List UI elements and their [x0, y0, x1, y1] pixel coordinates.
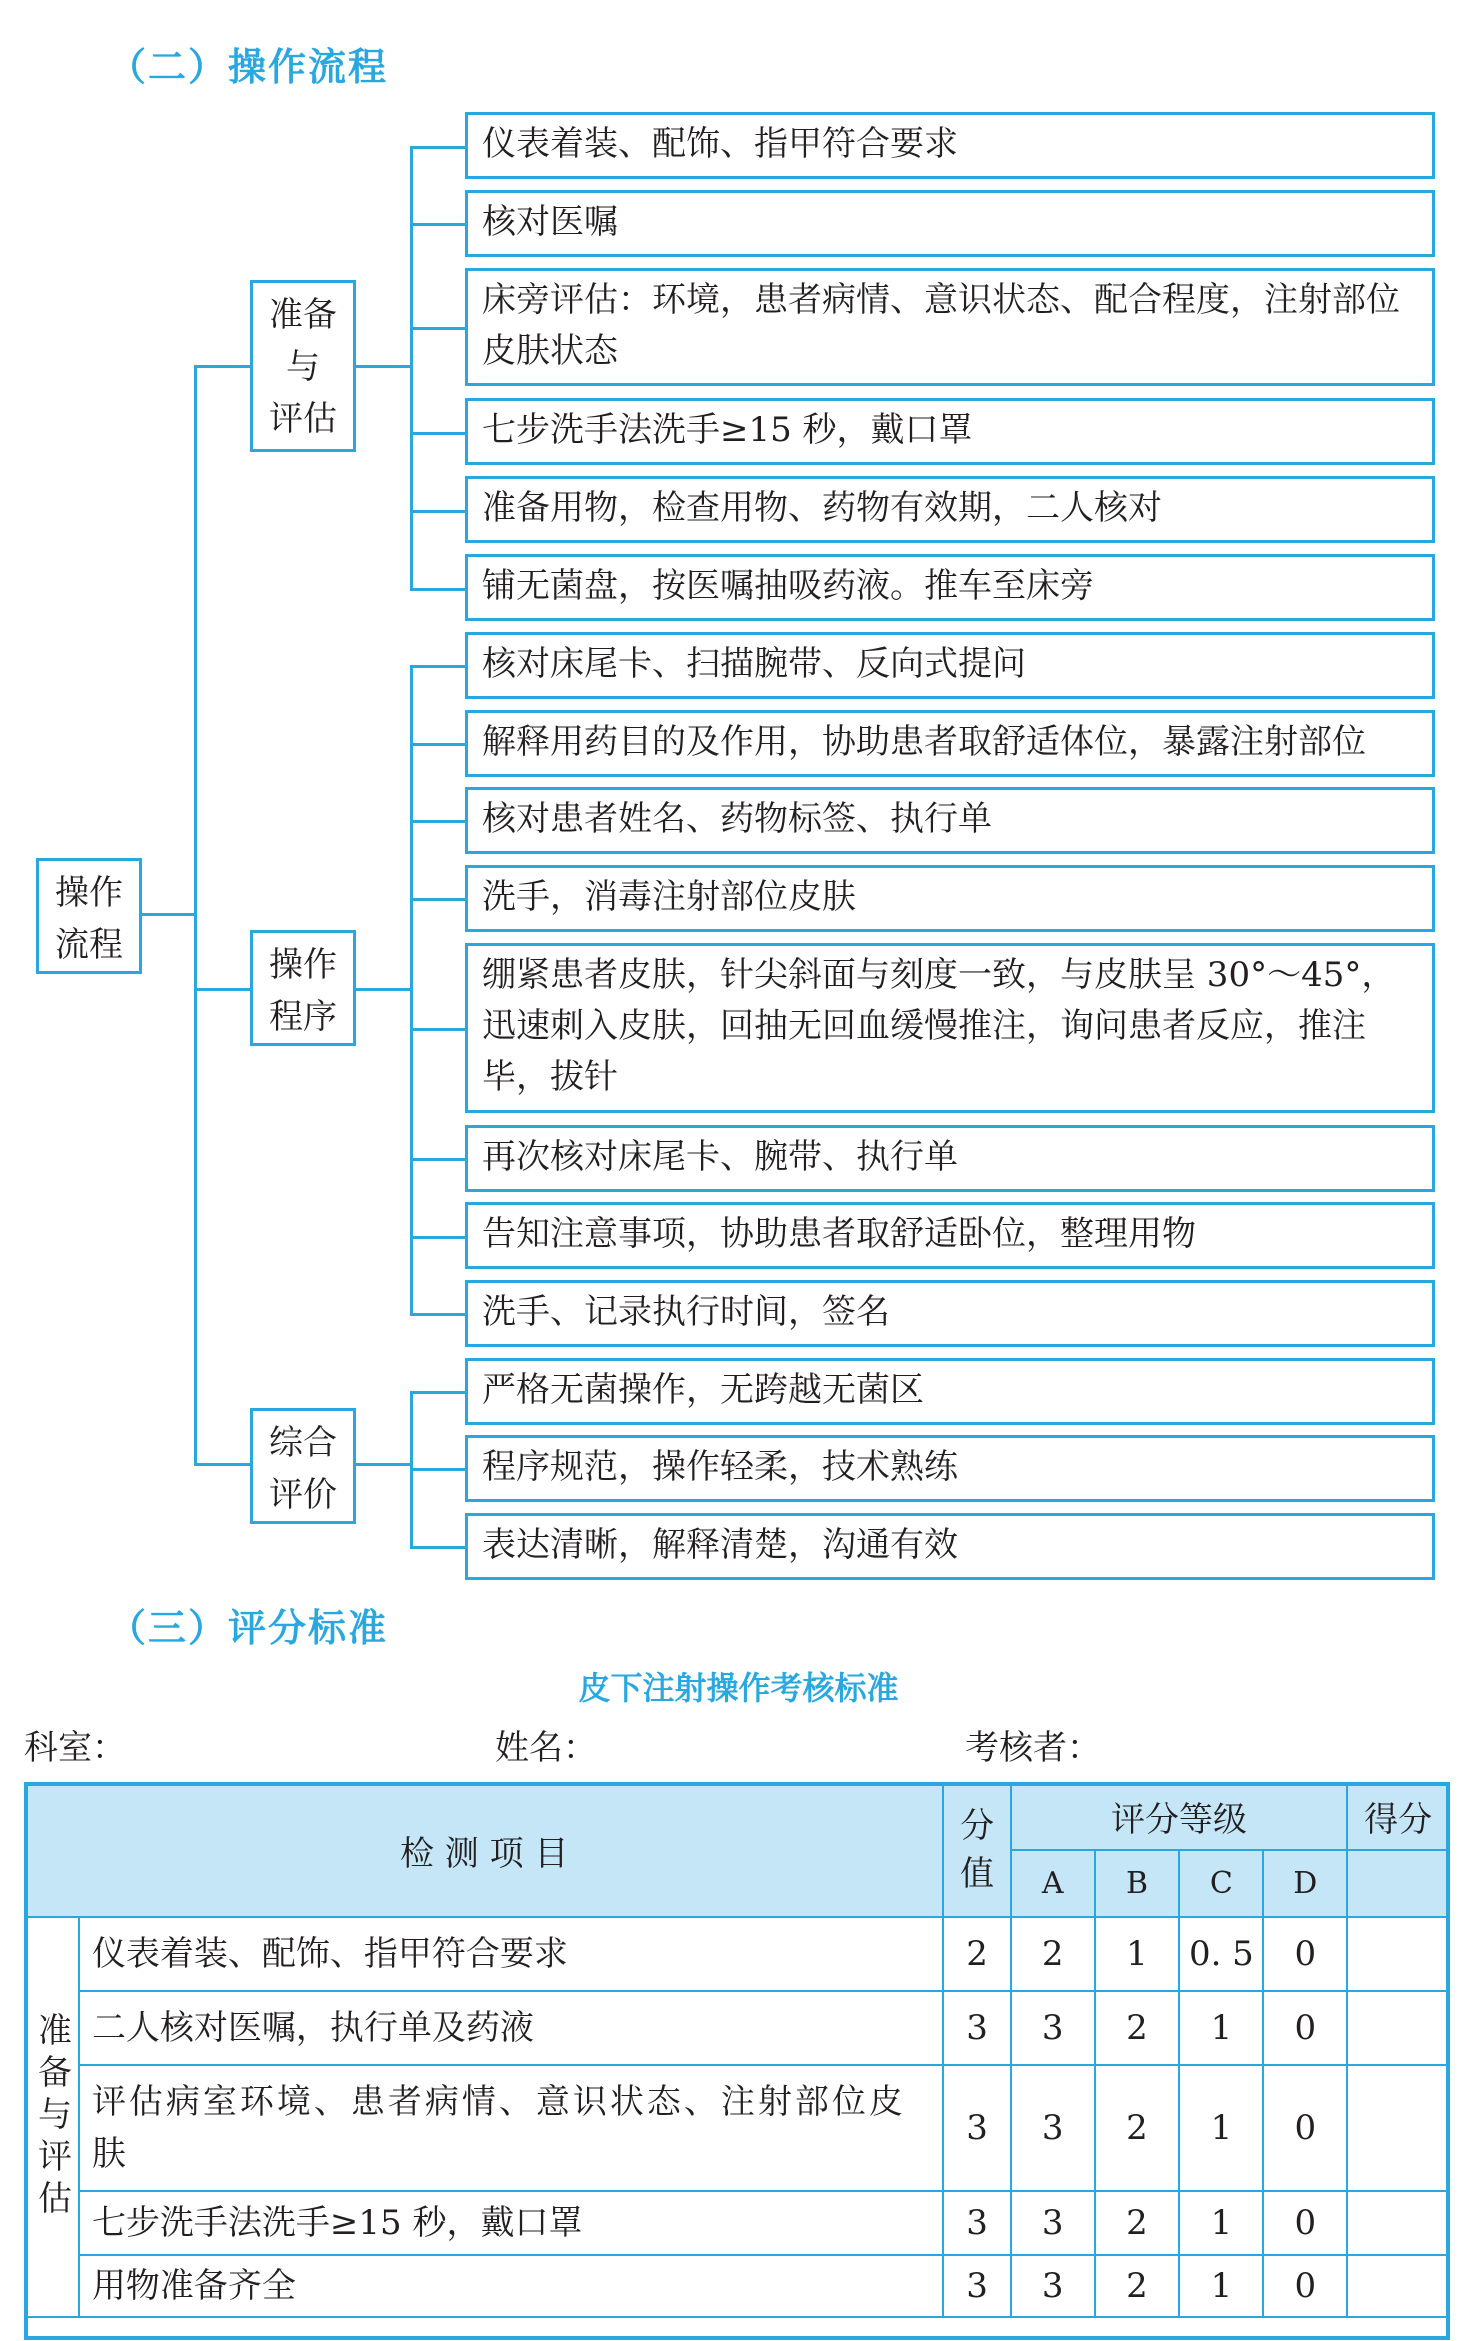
row-c: 1	[1179, 2255, 1263, 2317]
header-grade-c: C	[1179, 1850, 1263, 1917]
flow-group-procedure: 操作 程序	[250, 930, 356, 1046]
table-row	[25, 2255, 1449, 2317]
row-a: 3	[1011, 1991, 1095, 2065]
row-b: 2	[1095, 2065, 1180, 2191]
row-d: 0	[1263, 2191, 1347, 2255]
flow-step: 解释用药目的及作用，协助患者取舒适体位，暴露注射部位	[465, 710, 1435, 777]
flow-step: 核对医嘱	[465, 190, 1435, 257]
header-grade: 评分等级	[1011, 1783, 1348, 1850]
table-row	[25, 2065, 1449, 2191]
header-item: 检 测 项 目	[25, 1783, 943, 1917]
row-c: 1	[1179, 2191, 1263, 2255]
row-points: 3	[943, 2255, 1010, 2317]
flow-step: 严格无菌操作，无跨越无菌区	[465, 1358, 1435, 1425]
row-score[interactable]	[1347, 1917, 1449, 1991]
header-points: 分 值	[943, 1783, 1010, 1917]
section-label-prep: 准备与评估	[25, 1917, 79, 2317]
flow-step: 表达清晰，解释清楚，沟通有效	[465, 1513, 1435, 1580]
table-caption: 皮下注射操作考核标准	[578, 1669, 899, 1707]
row-score[interactable]	[1347, 2065, 1449, 2191]
name-label: 姓名：	[495, 1728, 597, 1768]
scoring-table	[24, 1782, 1450, 2318]
row-points: 3	[943, 2191, 1010, 2255]
row-c: 0. 5	[1179, 1917, 1263, 1991]
row-d: 0	[1263, 1917, 1347, 1991]
row-item: 用物准备齐全	[79, 2255, 943, 2317]
header-score-blank	[1347, 1850, 1449, 1917]
row-c: 1	[1179, 1991, 1263, 2065]
flow-step: 仪表着装、配饰、指甲符合要求	[465, 112, 1435, 179]
row-b: 2	[1095, 2255, 1180, 2317]
flow-group-prep: 准备 与 评估	[250, 280, 356, 452]
header-grade-d: D	[1263, 1850, 1347, 1917]
section-title-scoring: （三）评分标准	[108, 1606, 389, 1650]
row-d: 0	[1263, 2065, 1347, 2191]
row-b: 1	[1095, 1917, 1180, 1991]
row-score[interactable]	[1347, 1991, 1449, 2065]
flow-step: 七步洗手法洗手≥15 秒，戴口罩	[465, 398, 1435, 465]
row-a: 3	[1011, 2255, 1095, 2317]
row-item: 仪表着装、配饰、指甲符合要求	[79, 1917, 943, 1991]
row-b: 2	[1095, 1991, 1180, 2065]
row-score[interactable]	[1347, 2255, 1449, 2317]
dept-label: 科室：	[24, 1728, 126, 1768]
row-a: 2	[1011, 1917, 1095, 1991]
row-a: 3	[1011, 2065, 1095, 2191]
flow-step: 铺无菌盘，按医嘱抽吸药液。推车至床旁	[465, 554, 1435, 621]
row-item: 评估病室环境、患者病情、意识状态、注射部位皮肤	[79, 2065, 943, 2191]
header-grade-b: B	[1095, 1850, 1180, 1917]
table-row	[25, 1917, 1449, 1991]
row-d: 0	[1263, 2255, 1347, 2317]
flow-step: 洗手，消毒注射部位皮肤	[465, 865, 1435, 932]
flow-step: 准备用物，检查用物、药物有效期，二人核对	[465, 476, 1435, 543]
row-points: 3	[943, 2065, 1010, 2191]
flow-step: 绷紧患者皮肤，针尖斜面与刻度一致，与皮肤呈 30°～45°，迅速刺入皮肤，回抽无回血缓慢推注，询问患者反应，推注毕，拔针	[465, 943, 1435, 1113]
row-points: 3	[943, 1991, 1010, 2065]
flow-step: 告知注意事项，协助患者取舒适卧位，整理用物	[465, 1202, 1435, 1269]
examiner-label: 考核者：	[965, 1728, 1101, 1768]
flow-step: 程序规范，操作轻柔，技术熟练	[465, 1435, 1435, 1502]
table-row	[25, 2191, 1449, 2255]
row-d: 0	[1263, 1991, 1347, 2065]
header-score: 得分	[1347, 1783, 1449, 1850]
flow-group-evaluation: 综合 评价	[250, 1408, 356, 1524]
flow-step: 核对床尾卡、扫描腕带、反向式提问	[465, 632, 1435, 699]
flow-step: 核对患者姓名、药物标签、执行单	[465, 787, 1435, 854]
row-score[interactable]	[1347, 2191, 1449, 2255]
flow-step: 洗手、记录执行时间，签名	[465, 1280, 1435, 1347]
header-grade-a: A	[1011, 1850, 1095, 1917]
section-title-flow: （二）操作流程	[108, 45, 389, 89]
row-b: 2	[1095, 2191, 1180, 2255]
row-a: 3	[1011, 2191, 1095, 2255]
row-item: 七步洗手法洗手≥15 秒，戴口罩	[79, 2191, 943, 2255]
row-c: 1	[1179, 2065, 1263, 2191]
row-item: 二人核对医嘱，执行单及药液	[79, 1991, 943, 2065]
row-points: 2	[943, 1917, 1010, 1991]
flow-step: 床旁评估：环境，患者病情、意识状态、配合程度，注射部位皮肤状态	[465, 268, 1435, 386]
flow-step: 再次核对床尾卡、腕带、执行单	[465, 1125, 1435, 1192]
flow-root: 操作 流程	[36, 858, 142, 974]
table-row	[25, 1991, 1449, 2065]
